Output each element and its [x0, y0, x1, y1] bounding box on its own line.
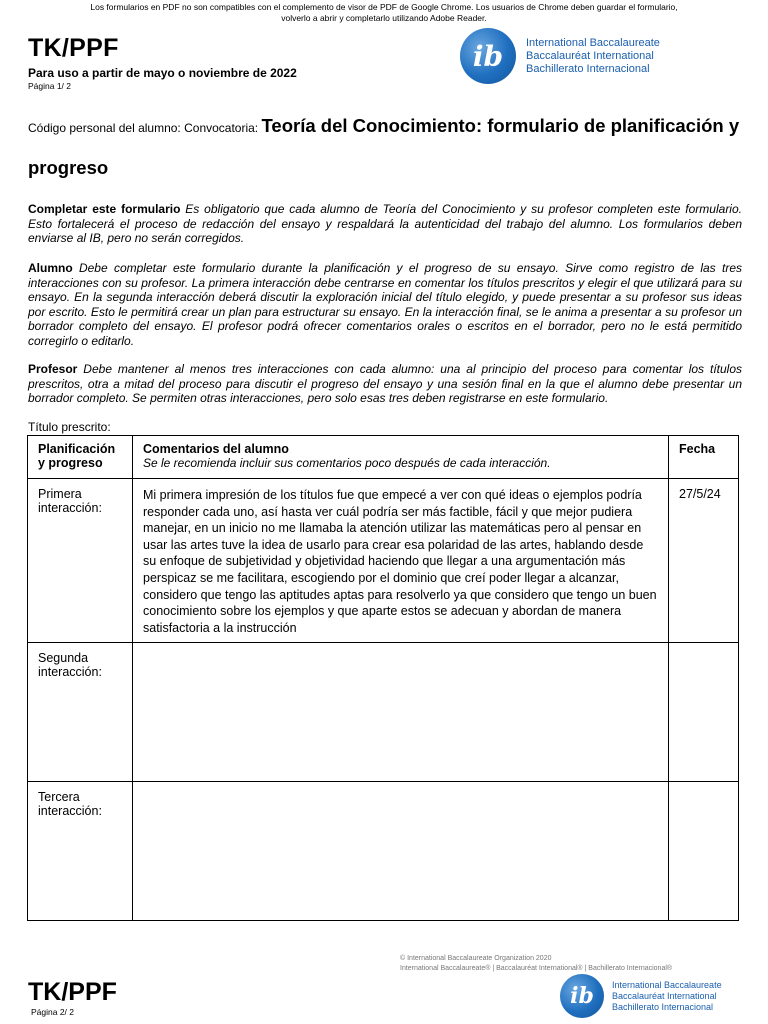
instructions-student-body: Debe completar este formulario durante la planificación y el progreso de su ensayo. Sirve como registro de las tres interacciones con su profesor. La primera interacción debe centrarse en comentar los títulos prescritos y elegir el que utilizará para su ensayo. En la segunda interacción deberá discutir la exploración inicial del título elegido, y puede presentar a su profesor sus ideas por escrito. Esto le permitirá crear un plan para estructurar su ensayo. En la interacción final, se le anima a presentar a su profesor un borrador completo del ensayo. El profesor podrá ofrecer comentarios orales o escritos en el borrador, pero no le está permitido corregirlo o editarlo. [28, 261, 742, 348]
form-code: TK/PPF [28, 34, 119, 62]
ib-globe-icon: ib [460, 28, 516, 84]
date-field-third[interactable] [669, 782, 739, 921]
row-label-first: Primera interacción: [28, 479, 133, 643]
ib-logo-text [526, 37, 660, 76]
ib-logo-line-1: International Baccalaureate [612, 979, 722, 990]
form-intro [28, 105, 740, 189]
instructions-teacher [28, 362, 742, 406]
table-row [28, 479, 739, 643]
instructions-complete-heading: Completar este formulario [28, 202, 181, 216]
comment-field-third[interactable] [133, 782, 669, 921]
column-header-comments [133, 436, 669, 479]
ib-logo-line-2: Baccalauréat International [612, 990, 717, 1001]
ib-globe-icon: ib [560, 974, 604, 1018]
comment-field-second[interactable] [133, 643, 669, 782]
notice-line-2: volverlo a abrir y completarlo utilizando Adobe Reader. [281, 13, 487, 23]
table-row [28, 643, 739, 782]
usage-date-note: Para uso a partir de mayo o noviembre de 2022 [28, 66, 297, 80]
copyright-notice [400, 954, 672, 974]
comment-field-first[interactable]: Mi primera impresión de los títulos fue que empecé a ver con qué ideas o ejemplos podría responder cada uno, así hasta ver cuál podría ser más factible, fácil y que mejor pudiera manejar, en un inicio no me llamaba la atención utilizar las matemáticas pero al pensar en usar las artes tuve la idea de usarlo para crear esa polaridad de las artes, hablando desde su enfoque de subjetividad y objetividad haciendo que llegar a una argumentación más perspicaz se me facilitara, escogiendo por el dominio que creí poder llegar a alcanzar, considero que tengo las aptitudes aptas para resolverlo ya que considero que tengo un buen conocimiento sobre los ejemplos y que aparte estos se adecuan y abordan de manera satisfactoria a la instrucción [133, 479, 669, 643]
row-label-third: Tercera interacción: [28, 782, 133, 921]
instructions-teacher-heading: Profesor [28, 362, 78, 376]
page-number-page2: Página 2/ 2 [31, 1007, 75, 1017]
form-code-page2: TK/PPF [28, 978, 117, 1006]
copyright-line-2: International Baccalaureate® | Baccalauréat International® | Bachillerato Internacional® [400, 965, 673, 972]
instructions-complete [28, 202, 742, 246]
ib-logo-page2 [560, 974, 722, 1018]
instructions-complete-body: Es obligatorio que cada alumno de Teoría del Conocimiento y su profesor completen este formulario. Esto fortalecerá el proceso de redacción del ensayo y respaldará la autenticidad del trabajo del alumno. Los formularios deben enviarse al IB, pero no serán corregidos. [28, 202, 742, 246]
row-label-second: Segunda interacción: [28, 643, 133, 782]
notice-line-1: Los formularios en PDF no son compatibles con el complemento de visor de PDF de Google Chrome. Los usuarios de Chrome deben guardar el formulario, [90, 2, 678, 12]
student-code-label: Código personal del alumno: Convocatoria: [28, 121, 262, 135]
ib-logo-line-3: Bachillerato Internacional [612, 1001, 714, 1012]
date-field-first[interactable]: 27/5/24 [669, 479, 739, 643]
ib-logo-line-2: Baccalauréat International [526, 49, 654, 62]
date-field-second[interactable] [669, 643, 739, 782]
instructions-teacher-body: Debe mantener al menos tres interacciones con cada alumno: una al principio del proceso para comentar los títulos prescritos, otra a mitad del proceso para discutir el progreso del ensayo y una sesión final en la que el alumno debe presentar un borrador completo. Se permiten otras interacciones, pero solo esas tres deben registrarse en este formulario. [28, 362, 742, 406]
page-number: Página 1/ 2 [28, 81, 72, 91]
prescribed-title-label: Título prescrito: [28, 420, 111, 434]
comments-header-title: Comentarios del alumno [143, 442, 289, 456]
column-header-planning: Planificación y progreso [28, 436, 133, 479]
instructions-student [28, 261, 742, 349]
browser-compat-notice [0, 2, 768, 24]
comments-header-subtitle: Se le recomienda incluir sus comentarios poco después de cada interacción. [143, 456, 551, 470]
column-header-date: Fecha [669, 436, 739, 479]
ib-logo-text [612, 980, 722, 1013]
table-row [28, 782, 739, 921]
ib-logo [460, 28, 660, 84]
copyright-line-1: © International Baccalaureate Organization 2020 [400, 955, 552, 962]
instructions-student-heading: Alumno [28, 261, 73, 275]
form-title: Teoría del Conocimiento: formulario de planificación y progreso [28, 115, 740, 178]
progress-table [27, 435, 739, 921]
ib-logo-line-3: Bachillerato Internacional [526, 62, 650, 75]
ib-logo-line-1: International Baccalaureate [526, 36, 660, 49]
